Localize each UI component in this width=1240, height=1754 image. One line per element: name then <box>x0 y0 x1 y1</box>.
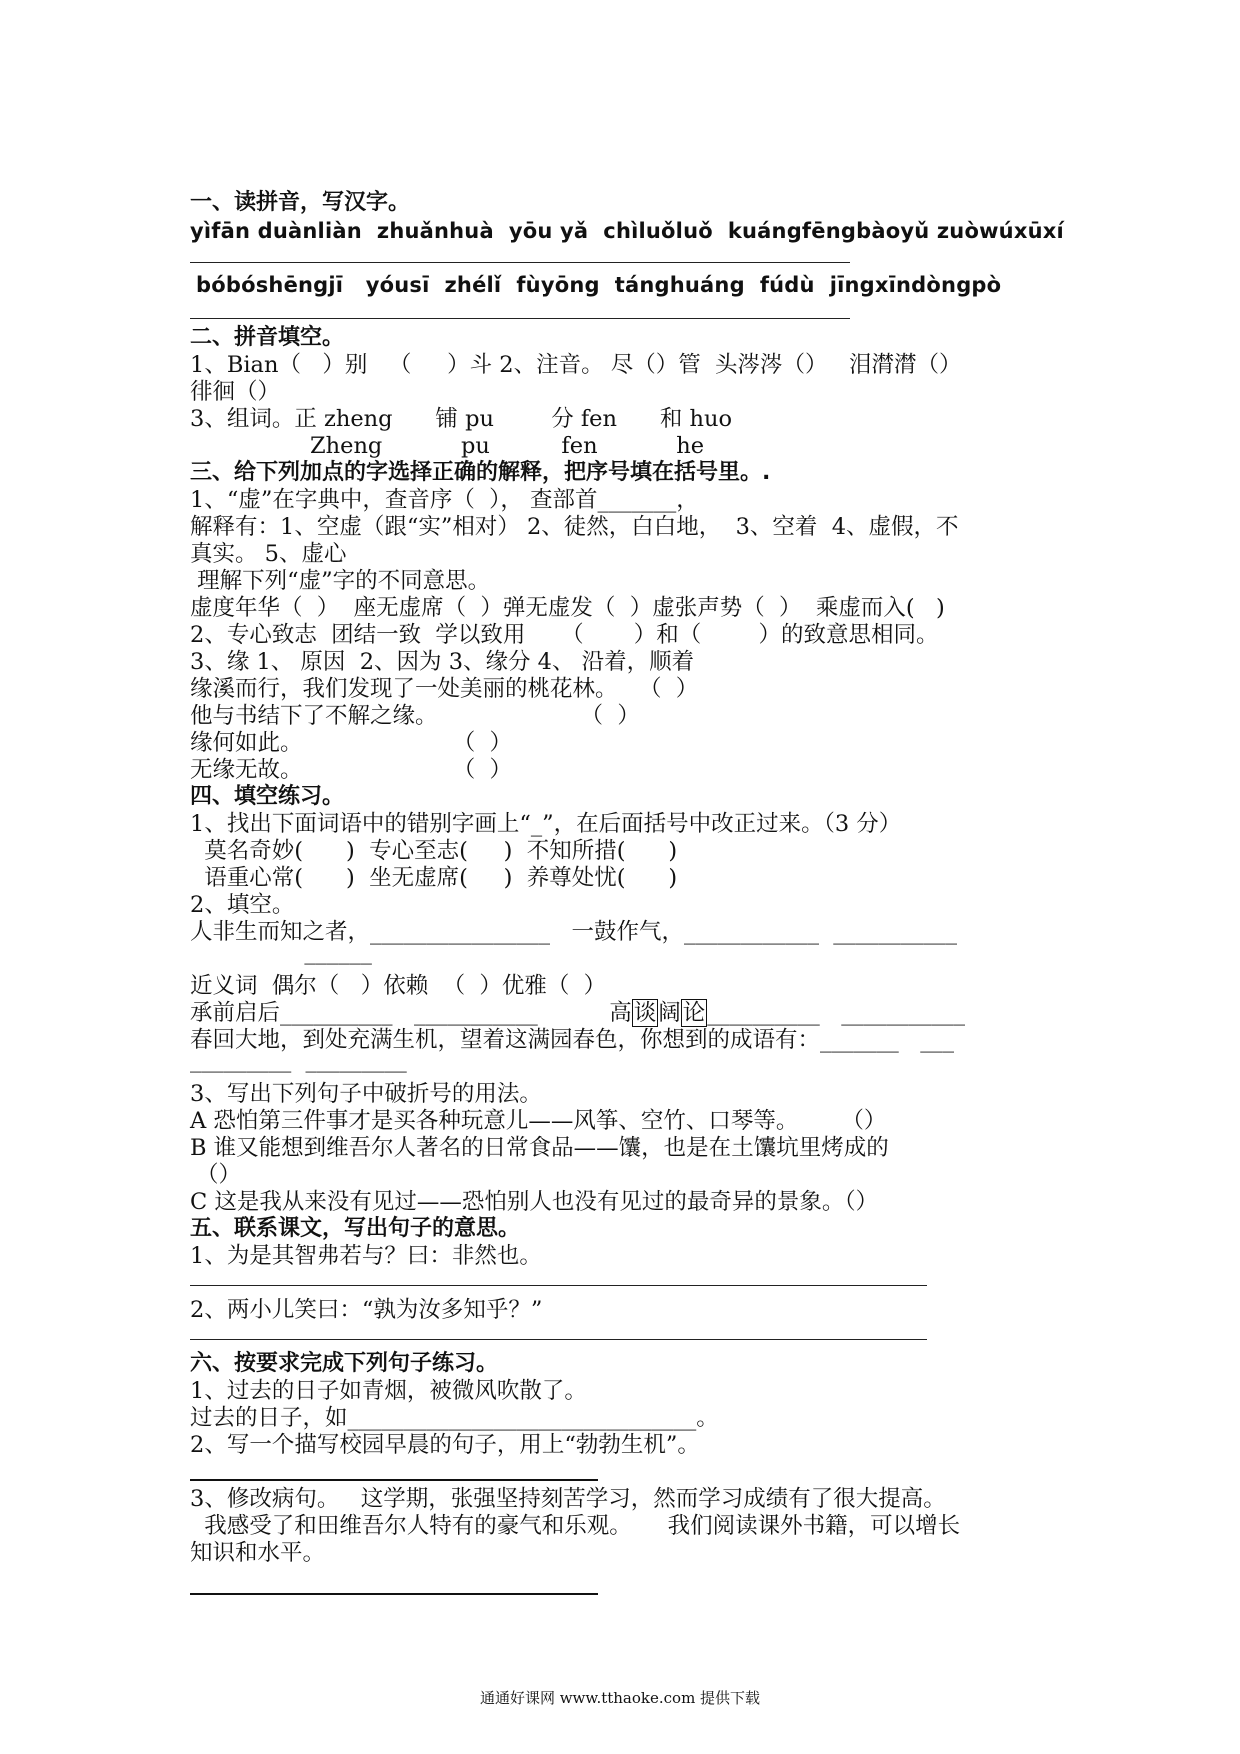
sec4-line-15: C 这是我从来没有见过——恐怕别人也没有见过的最奇异的景象。（） <box>190 1189 879 1215</box>
sec3-line-10: 缘何如此。 （ ） <box>190 730 512 756</box>
answer-line <box>190 1285 927 1286</box>
plain-char: 阔 <box>658 1000 681 1026</box>
sec4-line-9: 春回大地，到处充满生机，望着这满园春色，你想到的成语有：_______ ___ <box>190 1027 954 1053</box>
sec3-line-1: 1、“虚”在字典中，查音序（ ）， 查部首_______， <box>190 487 699 513</box>
sec4-line-2: 莫名奇妙( ) 专心至志( ) 不知所措( ) <box>190 838 678 864</box>
sec4-line-8 <box>190 999 965 1027</box>
sec3-line-11: 无缘无故。 （ ） <box>190 757 512 783</box>
answer-line <box>190 1593 598 1595</box>
sec2-line-1: 1、Bian（ ）别 （ ）斗 2、注音。 尽（）管 头涔涔（） 泪潸潸（） <box>190 352 962 378</box>
sec3-line-3: 真实。 5、虚心 <box>190 541 347 567</box>
sec4-line-4: 2、填空。 <box>190 892 295 918</box>
fill-text: 承前启后__________ ___________ 高 <box>190 1000 632 1026</box>
pinyin-line-2: bóbóshēngjī yóusī zhélǐ fùyōng tánghuáng fúdù jīngxīndòngpò <box>196 273 1002 297</box>
sec6-line-6: 知识和水平。 <box>190 1540 326 1566</box>
section-6-title: 六、按要求完成下列句子练习。 <box>190 1351 499 1376</box>
sec3-line-4: 理解下列“虚”字的不同意思。 <box>190 568 491 594</box>
sec4-line-3: 语重心常( ) 坐无虚席( ) 养尊处忧( ) <box>190 865 678 891</box>
sec3-line-5: 虚度年华（ ） 座无虚席（ ）弹无虚发（ ）虚张声势（ ） 乘虚而入( ) <box>190 595 945 621</box>
sec5-line-1: 1、为是其智弗若与？曰：非然也。 <box>190 1243 542 1269</box>
sec4-line-5: 人非生而知之者，________________ 一鼓作气，____________ ___________ <box>190 919 958 945</box>
pinyin-line-1: yìfān duànliàn zhuǎnhuà yōu yǎ chìluǒluǒ kuángfēngbàoyǔ zuòwúxūxí <box>190 219 1064 243</box>
fill-text: __________ ___________ <box>707 1000 965 1026</box>
sec6-line-1: 1、过去的日子如青烟，被微风吹散了。 <box>190 1378 587 1404</box>
sec4-line-12: A 恐怕第三件事才是买各种玩意儿——风筝、空竹、口琴等。 （） <box>190 1108 887 1134</box>
sec4-line-7: 近义词 偶尔（ ）依赖 （ ）优雅（ ） <box>190 973 607 999</box>
boxed-char: 谈 <box>633 1000 657 1026</box>
sec6-line-2: 过去的日子，如_______________________________。 <box>190 1405 719 1431</box>
sec4-line-14: （） <box>196 1162 242 1188</box>
sec3-line-2: 解释有：1、空虚（跟“实”相对） 2、徒然，白白地， 3、空着 4、虚假，不 <box>190 514 959 540</box>
sec6-line-3: 2、写一个描写校园早晨的句子，用上“勃勃生机”。 <box>190 1432 700 1458</box>
sec4-line-10: _________ _________ <box>190 1047 407 1073</box>
sec5-line-2: 2、两小儿笑曰：“孰为汝多知乎？” <box>190 1297 543 1323</box>
sec4-line-13: B 谁又能想到维吾尔人著名的日常食品——馕，也是在土馕坑里烤成的 <box>190 1135 889 1161</box>
sec3-line-7: 3、缘 1、 原因 2、因为 3、缘分 4、 沿着，顺着 <box>190 649 695 675</box>
section-1-title: 一、读拼音，写汉字。 <box>190 190 411 215</box>
answer-line <box>190 318 850 319</box>
section-4-title: 四、填空练习。 <box>190 784 345 809</box>
answer-line <box>190 262 850 263</box>
boxed-char: 论 <box>682 1000 706 1026</box>
sec4-line-1: 1、找出下面词语中的错别字画上“_”，在后面括号中改正过来。（3 分） <box>190 811 902 837</box>
sec2-line-2: 徘徊（） <box>190 379 281 405</box>
sec2-line-3: 3、组词。正 zheng 铺 pu 分 fen 和 huo <box>190 406 733 432</box>
section-3-title: 三、给下列加点的字选择正确的解释，把序号填在括号里。. <box>190 460 771 485</box>
sec3-line-8: 缘溪而行，我们发现了一处美丽的桃花林。 （ ） <box>190 676 699 702</box>
sec3-line-9: 他与书结下了不解之缘。 （ ） <box>190 703 640 729</box>
sec3-line-6: 2、专心致志 团结一致 学以致用 （ ）和（ ）的致意思相同。 <box>190 622 939 648</box>
sec4-line-6: ______ <box>190 939 372 965</box>
sec2-line-4: Zheng pu fen he <box>310 433 705 459</box>
footer-credit: 通通好课网 www.tthaoke.com 提供下载 <box>479 1689 761 1707</box>
section-2-title: 二、拼音填空。 <box>190 325 345 350</box>
sec4-line-11: 3、写出下列句子中破折号的用法。 <box>190 1081 542 1107</box>
answer-line <box>190 1339 927 1340</box>
section-5-title: 五、联系课文，写出句子的意思。 <box>190 1216 521 1241</box>
sec6-line-5: 我感受了和田维吾尔人特有的豪气和乐观。 我们阅读课外书籍，可以增长 <box>190 1513 961 1539</box>
answer-line <box>190 1479 598 1481</box>
sec6-line-4: 3、修改病句。 这学期，张强坚持刻苦学习，然而学习成绩有了很大提高。 <box>190 1486 946 1512</box>
